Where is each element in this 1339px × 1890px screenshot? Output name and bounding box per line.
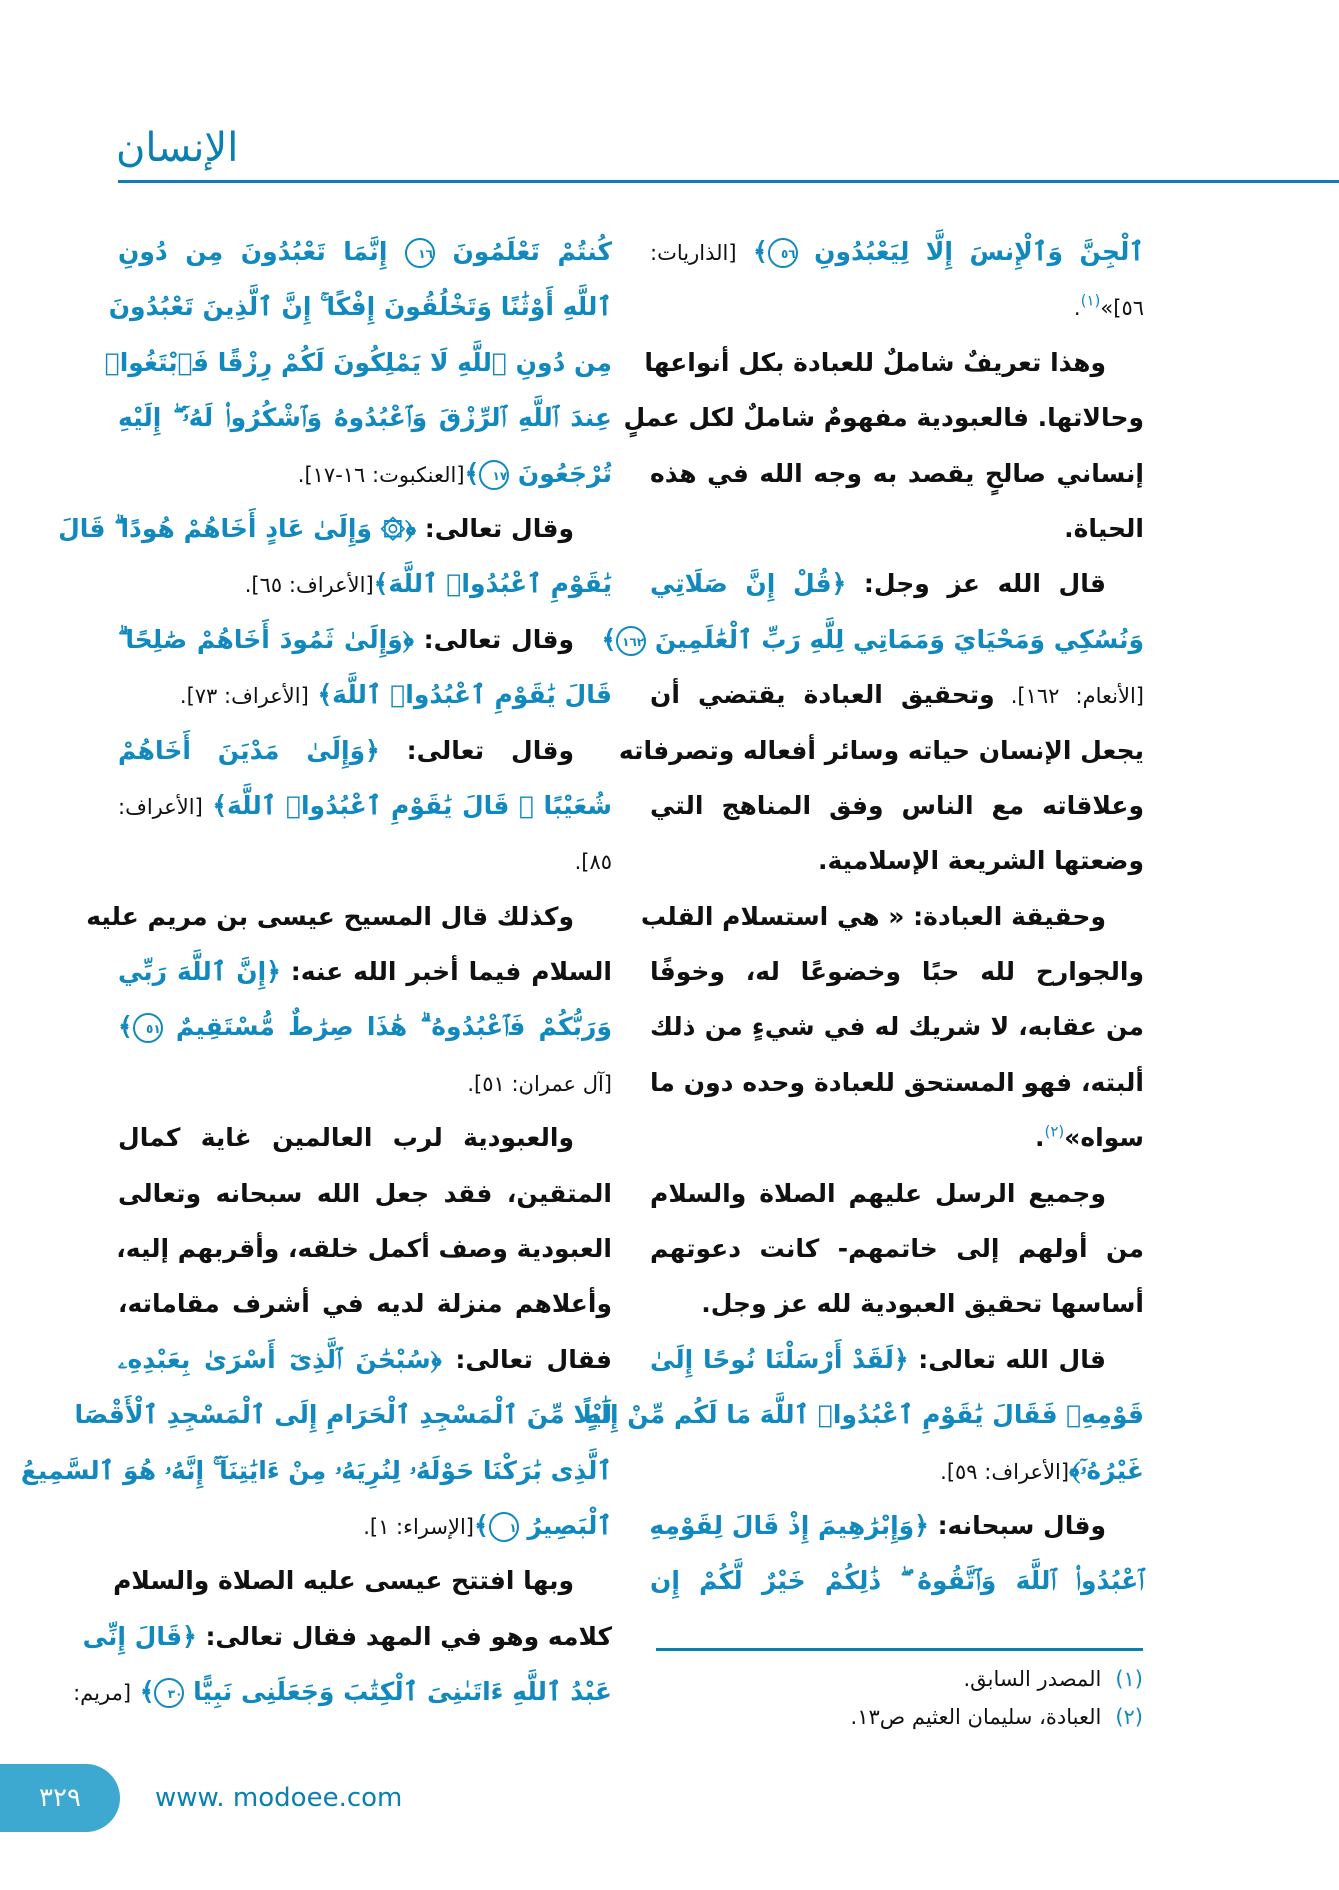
text-line xyxy=(118,224,612,279)
footnote-marker: (١) xyxy=(1080,292,1101,311)
text-line xyxy=(118,1055,612,1110)
footnote xyxy=(656,1660,1143,1698)
body-text: من أولهم إلى خاتمهم- كانت دعوتهم xyxy=(650,1234,1144,1264)
text-line xyxy=(650,999,1144,1054)
body-text: يجعل الإنسان حياته وسائر أفعاله وتصرفاته xyxy=(618,735,1144,765)
body-text: من عقابه، لا شريك له في شيءٍ من ذلك xyxy=(650,1012,1144,1042)
body-text: وقال تعالى: xyxy=(413,624,574,654)
text-line xyxy=(118,1221,612,1276)
quran-text: لَيْلًا مِّنَ ٱلْمَسْجِدِ ٱلْحَرَامِ إِلَى ٱلْمَسْجِدِ ٱلْأَقْصَا xyxy=(74,1400,612,1430)
quran-text: غَيْرُهُۥٓ﴾ xyxy=(1069,1455,1144,1485)
text-line xyxy=(650,833,1144,888)
quran-text: مِن دُونِ ٱللَّهِ لَا يَمْلِكُونَ لَكُمْ رِزْقًا فَٱبْتَغُوا۟ xyxy=(104,347,612,377)
quran-text: ٱلَّذِى بَٰرَكْنَا حَوْلَهُۥ لِنُرِيَهُۥ مِنْ ءَايَٰتِنَآ ۚ إِنَّهُۥ هُوَ ٱلسَّمِيعُ xyxy=(20,1455,612,1485)
body-text: وأعلاهم منزلة لديه في أشرف مقاماته، xyxy=(118,1289,612,1319)
text-line xyxy=(650,944,1144,999)
quran-text: ﴿وَإِبْرَٰهِيمَ إِذْ قَالَ لِقَوْمِهِ xyxy=(649,1510,929,1540)
body-text: وقال سبحانه: xyxy=(928,1510,1106,1540)
header-divider xyxy=(118,180,1339,183)
text-line xyxy=(86,889,612,944)
footnotes xyxy=(656,1660,1143,1736)
citation-reference: [مريم: xyxy=(73,1681,132,1706)
verse-number-marker: ٣٠ xyxy=(154,1678,184,1708)
citation-reference: [الأعراف: xyxy=(118,794,203,819)
text-line xyxy=(640,889,1144,944)
quran-text: قَالَ يَٰقَوْمِ ٱعْبُدُوا۟ ٱللَّهَ﴾ xyxy=(308,680,612,710)
quran-text: ٱللَّهِ أَوْثَٰنًا وَتَخْلُقُونَ إِفْكًا ۚ إِنَّ ٱلَّذِينَ تَعْبُدُونَ xyxy=(108,292,612,322)
quran-text: ٱلْجِنَّ وَٱلْإِنسَ إِلَّا لِيَعْبُدُونِ xyxy=(797,237,1144,266)
quran-text: ﴾ xyxy=(464,458,480,488)
citation-reference: [الأنعام: ١٦٢]. xyxy=(994,684,1144,709)
body-text: ألبته، فهو المستحق للعبادة وحده دون ما xyxy=(650,1067,1144,1097)
quran-text: وَرَبُّكُمْ فَٱعْبُدُوهُ ۗ هَٰذَا صِرَٰطٌ مُّسْتَقِيمٌ xyxy=(162,1012,612,1042)
text-line xyxy=(650,1166,1144,1221)
quran-text: ﴾ xyxy=(474,1510,489,1540)
citation-reference: . xyxy=(1073,296,1081,321)
body-text: الحياة. xyxy=(1064,513,1144,543)
footnote-marker: (٢) xyxy=(1044,1122,1065,1141)
text-line xyxy=(650,667,1144,722)
text-line xyxy=(118,833,612,888)
text-line xyxy=(20,1443,612,1498)
body-text: وبها افتتح عيسى عليه الصلاة والسلام xyxy=(113,1566,574,1596)
text-line xyxy=(108,279,612,334)
quran-text: ﴿لَقَدْ أَرْسَلْنَا نُوحًا إِلَىٰ xyxy=(650,1344,909,1374)
text-line xyxy=(118,446,612,501)
text-line xyxy=(650,1332,1144,1387)
text-line xyxy=(104,335,612,390)
body-text: والجوارح لله حبًا وخضوعًا له، وخوفًا xyxy=(650,957,1144,987)
text-line xyxy=(118,612,612,667)
quran-text: تُرْجَعُونَ xyxy=(509,458,612,488)
verse-number-marker: ١ xyxy=(489,1512,519,1542)
body-text: وحالاتها. فالعبودية مفهومٌ شاملٌ لكل عملٍ xyxy=(623,403,1144,433)
body-text: قال الله عز وجل: xyxy=(846,569,1106,599)
quran-text: ٱعْبُدُوا۟ ٱللَّهَ وَٱتَّقُوهُ ۖ ذَٰلِكُمْ خَيْرٌ لَّكُمْ إِن xyxy=(650,1566,1144,1596)
body-text: أساسها تحقيق العبودية لله عز وجل. xyxy=(701,1289,1144,1319)
text-line xyxy=(74,1387,612,1442)
text-line xyxy=(118,723,612,778)
footnote-text: العبادة، سليمان العثيم ص١٣. xyxy=(850,1705,1102,1729)
quran-text: ﴾ xyxy=(118,1012,133,1042)
text-line xyxy=(118,1498,612,1553)
text-line xyxy=(118,556,612,611)
footnote-number: (٢) xyxy=(1115,1705,1143,1729)
text-line xyxy=(113,1553,612,1608)
text-line xyxy=(118,667,612,722)
body-text: . xyxy=(1034,1123,1045,1153)
quran-text: إِنَّمَا تَعْبُدُونَ مِن دُونِ xyxy=(118,237,405,266)
text-line xyxy=(118,1332,612,1387)
page-number-badge: ٣٢٩ xyxy=(0,1764,120,1832)
text-line xyxy=(650,501,1144,556)
text-line xyxy=(644,335,1144,390)
body-text: كلامه وهو في المهد فقال تعالى: xyxy=(196,1621,612,1651)
body-text: وكذلك قال المسيح عيسى بن مريم عليه xyxy=(86,901,574,931)
citation-reference: [العنكبوت: ١٦-١٧]. xyxy=(297,462,465,487)
body-text: العبودية وصف أكمل خلقه، وأقربهم إليه، xyxy=(116,1234,612,1264)
footnote-number: (١) xyxy=(1115,1667,1143,1691)
quran-text: ﴾ xyxy=(131,1677,155,1707)
citation-reference: [الأعراف: ٥٩]. xyxy=(940,1459,1070,1484)
left-text-column xyxy=(20,224,613,1720)
verse-number-marker: ١٦ xyxy=(405,238,435,268)
text-line xyxy=(118,1110,612,1165)
citation-reference: [الإسراء: ١]. xyxy=(363,1514,474,1539)
body-text: وتحقيق العبادة يقتضي أن xyxy=(650,680,995,710)
text-line xyxy=(118,944,612,999)
body-text: وقال تعالى: xyxy=(416,513,574,543)
text-line xyxy=(585,1387,1144,1442)
verse-number-marker: ١٧ xyxy=(479,460,509,490)
text-line xyxy=(650,1276,1144,1331)
footnote-text: المصدر السابق. xyxy=(963,1667,1102,1691)
quran-text: ﴿قَالَ إِنِّى xyxy=(82,1621,197,1651)
body-text: وحقيقة العبادة: « هي استسلام القلب xyxy=(640,901,1106,931)
text-line xyxy=(618,723,1144,778)
quran-text: ﴿إِنَّ ٱللَّهَ رَبِّي xyxy=(118,957,281,987)
quran-text: كُنتُمْ تَعْلَمُونَ xyxy=(434,237,613,266)
quran-text: عِندَ ٱللَّهِ ٱلرِّزْقَ وَٱعْبُدُوهُ وَٱشْكُرُوا۟ لَهُۥٓ ۖ إِلَيْهِ xyxy=(118,403,612,433)
citation-reference: [آل عمران: ٥١]. xyxy=(467,1071,612,1096)
citation-reference: [الأعراف: ٦٥]. xyxy=(244,573,374,598)
body-text: سواه» xyxy=(1064,1123,1144,1153)
text-line xyxy=(118,1276,612,1331)
text-line xyxy=(650,1110,1144,1165)
text-line xyxy=(650,446,1144,501)
body-text: إنساني صالحٍ يقصد به وجه الله في هذه xyxy=(650,458,1144,488)
quran-text: ﴿وَإِلَىٰ ثَمُودَ أَخَاهُمْ صَٰلِحًا ۗ xyxy=(118,624,414,654)
quran-text: ﴿وَإِلَىٰ مَدْيَنَ أَخَاهُمْ xyxy=(118,735,380,765)
body-text: وضعتها الشريعة الإسلامية. xyxy=(817,846,1144,876)
body-text: المتقين، فقد جعل الله سبحانه وتعالى xyxy=(118,1178,612,1208)
text-line xyxy=(650,224,1144,279)
text-line xyxy=(118,778,612,833)
text-line xyxy=(650,279,1144,334)
verse-number-marker: ٥١ xyxy=(133,1013,163,1043)
quran-text: ﴾ xyxy=(736,237,768,266)
quran-text: وَنُسُكِي وَمَحْيَايَ وَمَمَاتِي لِلَّهِ رَبِّ ٱلْعَٰلَمِينَ xyxy=(646,624,1144,654)
footnote xyxy=(656,1698,1143,1736)
body-text: وقال تعالى: xyxy=(379,735,574,765)
text-line xyxy=(73,1664,612,1719)
running-header-title: الإنسان xyxy=(116,125,239,171)
citation-reference: [الأعراف: ٧٣]. xyxy=(179,684,309,709)
text-line xyxy=(650,1553,1144,1608)
verse-number-marker: ١٦٢ xyxy=(616,626,646,656)
text-line xyxy=(650,1055,1144,1110)
body-text: قال الله تعالى: xyxy=(908,1344,1106,1374)
quran-text: ﴿قُلْ إِنَّ صَلَاتِي xyxy=(650,569,847,599)
text-line xyxy=(118,999,612,1054)
citation-reference: ٥٦]» xyxy=(1100,296,1144,321)
text-line xyxy=(650,1498,1144,1553)
body-text: وعلاقاته مع الناس وفق المناهج التي xyxy=(650,790,1144,820)
quran-text: يَٰقَوْمِ ٱعْبُدُوا۟ ٱللَّهَ﴾ xyxy=(373,569,612,599)
text-line xyxy=(118,1166,612,1221)
verse-number-marker: ٥٦ xyxy=(768,238,798,268)
body-text: وهذا تعريفٌ شاملٌ للعبادة بكل أنواعها xyxy=(644,347,1106,377)
quran-text: ﴾ xyxy=(601,624,617,654)
text-line xyxy=(82,1609,612,1664)
text-line xyxy=(601,612,1144,667)
citation-reference: ٨٥]. xyxy=(574,850,612,875)
text-line xyxy=(650,778,1144,833)
body-text: فقال تعالى: xyxy=(441,1344,613,1374)
body-text: والعبودية لرب العالمين غاية كمال xyxy=(118,1123,574,1153)
text-line xyxy=(650,1443,1144,1498)
text-line xyxy=(118,390,612,445)
quran-text: ٱلْبَصِيرُ xyxy=(518,1510,612,1540)
citation-reference: [الذاريات: xyxy=(650,241,737,265)
quran-text: عَبْدُ ٱللَّهِ ءَاتَىٰنِىَ ٱلْكِتَٰبَ وَجَعَلَنِى نَبِيًّا xyxy=(184,1677,612,1707)
body-text: السلام فيما أخبر الله عنه: xyxy=(280,957,612,987)
text-line xyxy=(58,501,612,556)
website-link[interactable]: www. modoee.com xyxy=(155,1783,403,1813)
text-line xyxy=(650,556,1144,611)
quran-text: ﴿سُبْحَٰنَ ٱلَّذِىٓ أَسْرَىٰ بِعَبْدِهِۦ xyxy=(118,1344,442,1374)
body-text: وجميع الرسل عليهم الصلاة والسلام xyxy=(650,1178,1106,1208)
quran-text: قَوْمِهِۦ فَقَالَ يَٰقَوْمِ ٱعْبُدُوا۟ ٱللَّهَ مَا لَكُم مِّنْ إِلَٰهٍ xyxy=(585,1400,1144,1430)
text-line xyxy=(623,390,1144,445)
footnote-divider xyxy=(656,1648,1143,1651)
text-line xyxy=(650,1221,1144,1276)
quran-text: شُعَيْبًا ۗ قَالَ يَٰقَوْمِ ٱعْبُدُوا۟ ٱللَّهَ﴾ xyxy=(202,790,612,820)
quran-text: ﴿۞ وَإِلَىٰ عَادٍ أَخَاهُمْ هُودًا ۗ قَالَ xyxy=(58,513,417,543)
